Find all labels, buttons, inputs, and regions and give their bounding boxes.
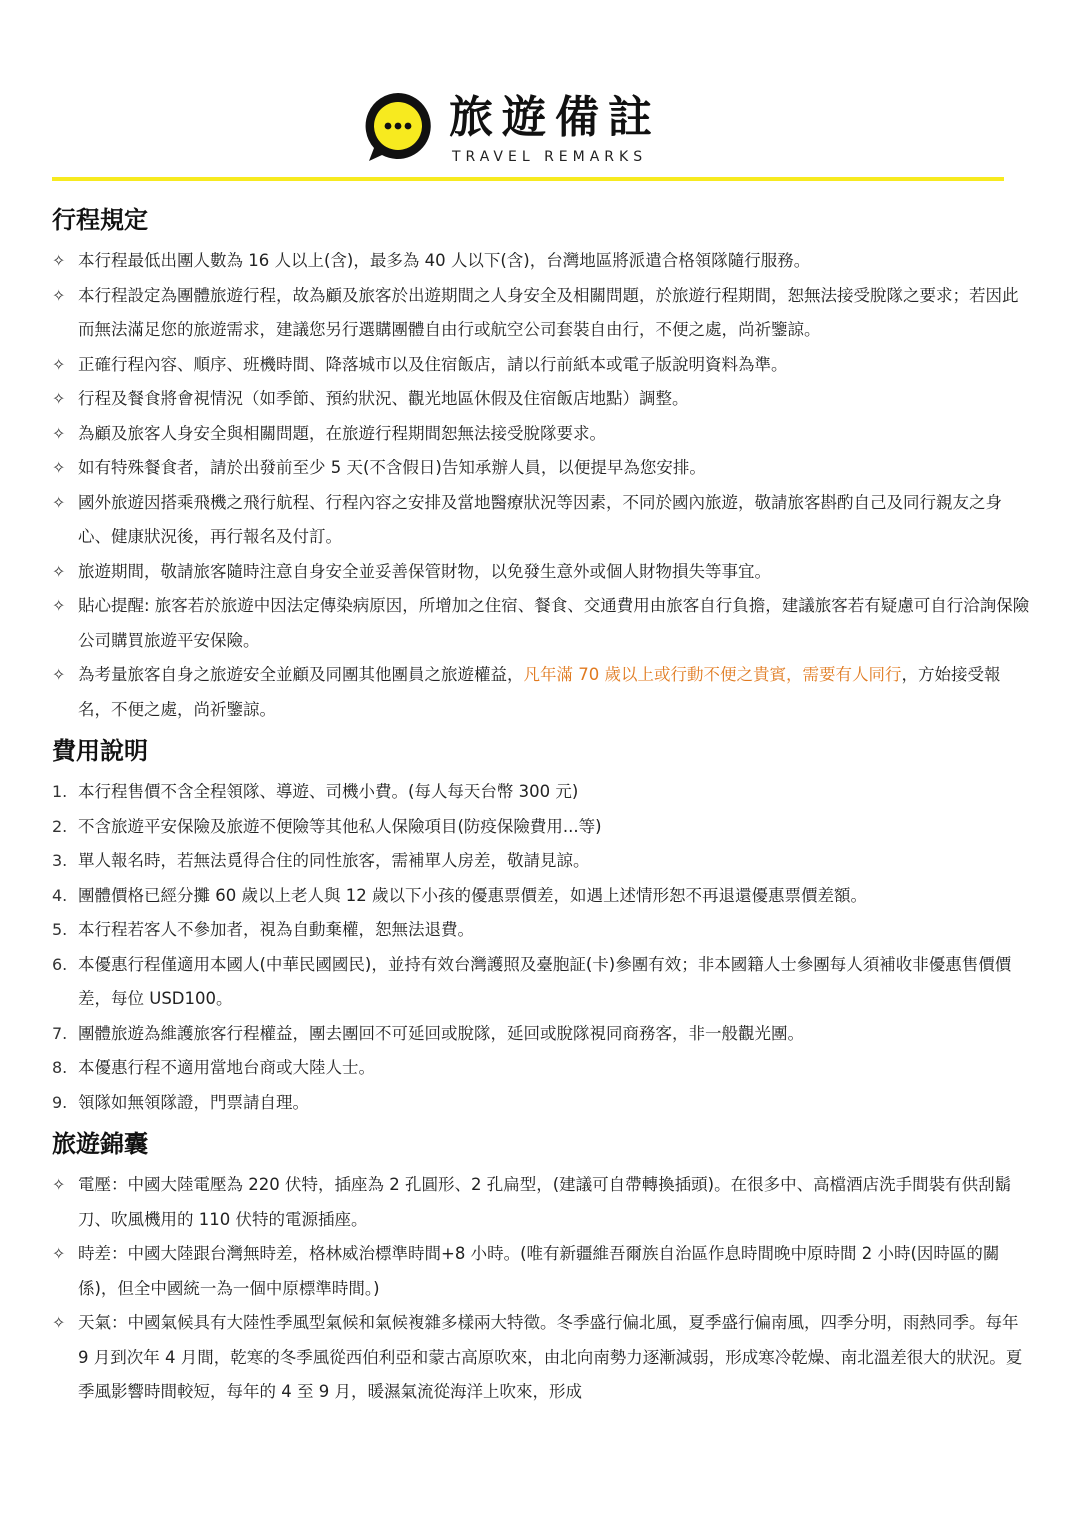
list-item	[52, 948, 1032, 1017]
item-number: 7.	[52, 1023, 68, 1043]
list-item	[52, 1051, 1032, 1086]
list-item-text: 本行程售價不含全程領隊、導遊、司機小費。(每人每天台幣 300 元)	[78, 782, 579, 801]
speech-bubble-ellipsis-icon	[359, 88, 437, 166]
list-item-text: 為考量旅客自身之旅遊安全並顧及同團其他團員之旅遊權益，	[78, 665, 524, 684]
list-item-text: 正確行程內容、順序、班機時間、降落城市以及住宿飯店，請以行前紙本或電子版說明資料為準。	[78, 354, 788, 374]
list-item	[52, 1017, 1032, 1052]
sparkle-bullet-icon: ✧	[52, 492, 66, 512]
list-item-text: 領隊如無領隊證，門票請自理。	[78, 1092, 309, 1112]
list-item-text: 本優惠行程僅適用本國人(中華民國國民)，並持有效台灣護照及臺胞証(卡)參團有效；非本國籍人士參團每人須補收非優惠售價價差，每位 USD100。	[78, 954, 1012, 1008]
list-item-text: 旅遊期間，敬請旅客隨時注意自身安全並妥善保管財物，以免發生意外或個人財物損失等事宜。	[78, 561, 771, 581]
list-item-text: 如有特殊餐食者，請於出發前至少 5 天(不含假日)告知承辦人員，以便提早為您安排。	[78, 458, 706, 477]
list-item	[52, 913, 1032, 948]
item-number: 6.	[52, 954, 68, 974]
list-item-text: ，方始接受報名，不便之處，尚祈鑒諒。	[78, 665, 1001, 719]
sparkle-bullet-icon: ✧	[52, 665, 66, 684]
list-item	[52, 417, 1032, 452]
list-item	[52, 810, 1032, 845]
sparkle-bullet-icon: ✧	[52, 1244, 66, 1263]
highlight-text: 凡年滿 70 歲以上或行動不便之貴賓，需要有人同行	[523, 665, 902, 684]
sparkle-bullet-icon: ✧	[52, 389, 66, 408]
list-item-text: 貼心提醒: 旅客若於旅遊中因法定傳染病原因，所增加之住宿、餐食、交通費用由旅客自行負擔，建議旅客若有疑慮可自行洽詢保險公司購買旅遊平安保險。	[78, 596, 1030, 650]
page-header	[0, 88, 1076, 168]
sparkle-bullet-icon: ✧	[52, 285, 66, 305]
item-number: 4.	[52, 885, 68, 905]
list-item-text: 時差：中國大陸跟台灣無時差，格林威治標準時間+8 小時。(唯有新疆維吾爾族自治區作息時間晚中原時間 2 小時(因時區的關係)，但全中國統一為一個中原標準時間。)	[78, 1244, 1000, 1298]
page-subtitle: TRAVEL REMARKS	[452, 149, 648, 165]
list-item-text: 本行程設定為團體旅遊行程，故為顧及旅客於出遊期間之人身安全及相關問題，於旅遊行程期間，恕無法接受脫隊之要求；若因此而無法滿足您的旅遊需求，建議您另行選購團體自由行或航空公司套裝自由行，不便之處，尚祈鑒諒。	[78, 285, 1019, 339]
section-title-fees: 費用說明	[52, 737, 148, 765]
list-item	[52, 775, 1032, 810]
list-item-text: 國外旅遊因搭乘飛機之飛行航程、行程內容之安排及當地醫療狀況等因素，不同於國內旅遊，敬請旅客斟酌自己及同行親友之身心、健康狀況後，再行報名及付訂。	[78, 492, 1002, 546]
list-item	[52, 486, 1032, 555]
sparkle-bullet-icon: ✧	[52, 561, 66, 581]
header-divider	[52, 177, 1004, 181]
list-item-text: 單人報名時，若無法覓得合住的同性旅客，需補單人房差，敬請見諒。	[78, 851, 590, 870]
item-number: 2.	[52, 816, 68, 836]
document-body	[52, 196, 1032, 1410]
tips-list	[52, 1168, 1032, 1410]
list-item	[52, 1306, 1032, 1410]
sparkle-bullet-icon: ✧	[52, 251, 66, 270]
list-item	[52, 589, 1032, 658]
list-item	[52, 1086, 1032, 1121]
list-item	[52, 382, 1032, 417]
list-item	[52, 1168, 1032, 1237]
list-item-text: 天氣：中國氣候具有大陸性季風型氣候和氣候複雜多樣兩大特徵。冬季盛行偏北風，夏季盛行偏南風，四季分明，雨熱同季。每年 9 月到次年 4 月間，乾寒的冬季風從西伯利亞和蒙古高原吹來，由北向南勢力逐漸減弱，形成寒冷乾燥、南北溫差很大的狀況。夏季風影響時間較短，每年的 4 至 9 月，暖濕氣流從海洋上吹來，形成	[78, 1313, 1023, 1401]
item-number: 3.	[52, 851, 68, 870]
rules-list	[52, 244, 1032, 727]
list-item-text: 為顧及旅客人身安全與相關問題，在旅遊行程期間恕無法接受脫隊要求。	[78, 423, 606, 443]
sparkle-bullet-icon: ✧	[52, 596, 66, 615]
item-number: 8.	[52, 1058, 68, 1077]
sparkle-bullet-icon: ✧	[52, 423, 66, 443]
list-item	[52, 279, 1032, 348]
sparkle-bullet-icon: ✧	[52, 1175, 66, 1194]
item-number: 5.	[52, 920, 68, 939]
list-item-text: 電壓：中國大陸電壓為 220 伏特，插座為 2 孔圓形、2 孔扁型，(建議可自帶轉換插頭)。在很多中、高檔酒店洗手間裝有供刮鬍刀、吹風機用的 110 伏特的電源插座。	[78, 1175, 1012, 1229]
list-item-text: 本優惠行程不適用當地台商或大陸人士。	[78, 1058, 375, 1077]
item-number: 1.	[52, 782, 68, 801]
list-item	[52, 244, 1032, 279]
page-title: 旅遊備註	[449, 92, 661, 143]
item-number: 9.	[52, 1092, 68, 1112]
section-title-tips: 旅遊錦囊	[52, 1130, 148, 1158]
list-item-text: 不含旅遊平安保險及旅遊不便險等其他私人保險項目(防疫保險費用...等)	[78, 816, 602, 836]
list-item	[52, 658, 1032, 727]
sparkle-bullet-icon: ✧	[52, 458, 66, 477]
sparkle-bullet-icon: ✧	[52, 1313, 66, 1332]
list-item	[52, 348, 1032, 383]
list-item	[52, 844, 1032, 879]
sparkle-bullet-icon: ✧	[52, 354, 66, 374]
list-item-text: 行程及餐食將會視情況（如季節、預約狀況、觀光地區休假及住宿飯店地點）調整。	[78, 389, 689, 408]
list-item-text: 本行程最低出團人數為 16 人以上(含)，最多為 40 人以下(含)，台灣地區將派遣合格領隊隨行服務。	[78, 251, 811, 270]
list-item	[52, 555, 1032, 590]
list-item-text: 本行程若客人不參加者，視為自動棄權，恕無法退費。	[78, 920, 474, 939]
list-item	[52, 1237, 1032, 1306]
section-title-rules: 行程規定	[52, 206, 148, 234]
list-item-text: 團體價格已經分攤 60 歲以上老人與 12 歲以下小孩的優惠票價差，如遇上述情形恕不再退還優惠票價差額。	[78, 885, 867, 905]
fees-list	[52, 775, 1032, 1120]
list-item	[52, 879, 1032, 914]
list-item-text: 團體旅遊為維護旅客行程權益，團去團回不可延回或脫隊，延回或脫隊視同商務客，非一般觀光團。	[78, 1023, 804, 1043]
list-item	[52, 451, 1032, 486]
